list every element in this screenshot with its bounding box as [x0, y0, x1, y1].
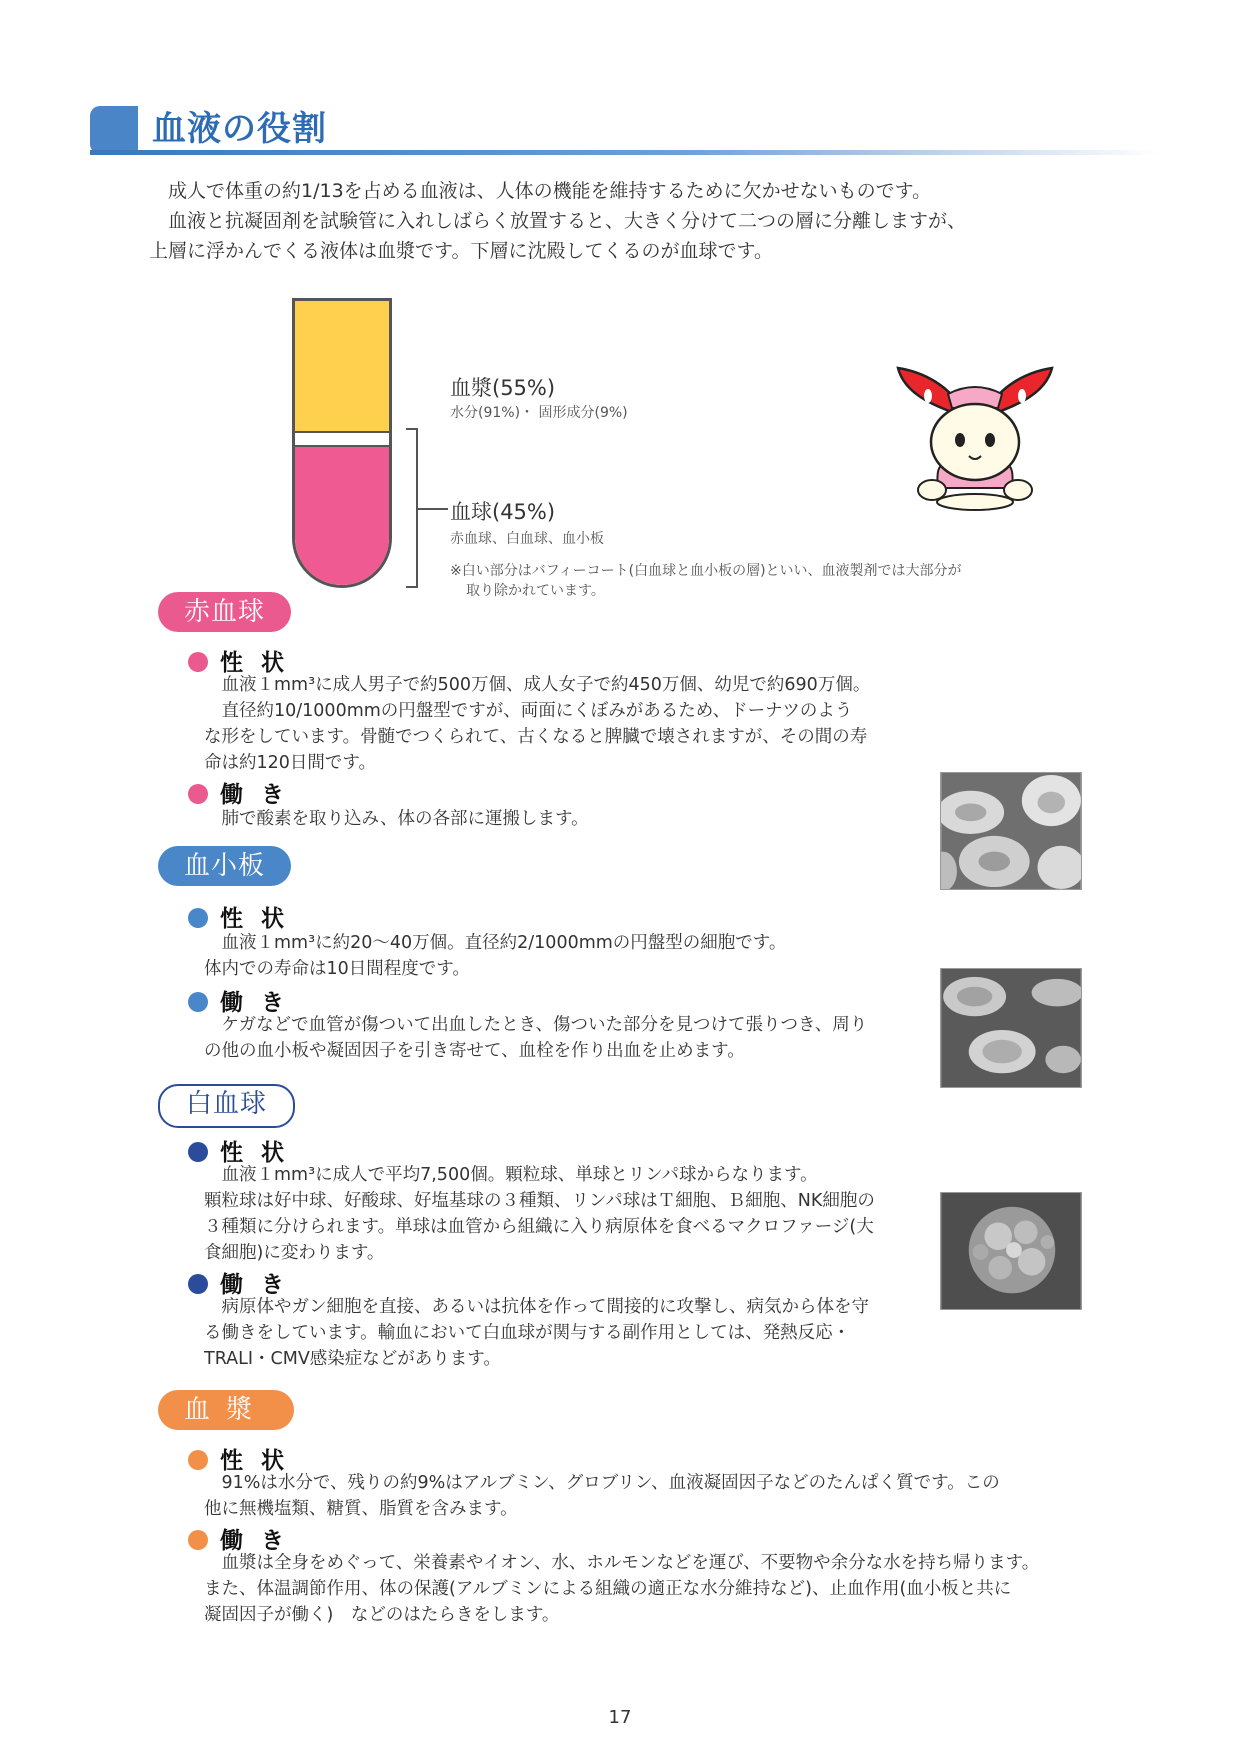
plasma-prop-heading: 性状 [188, 1442, 302, 1475]
section-title-wbc: 白血球 [158, 1084, 295, 1128]
blue-bullet-icon [188, 908, 208, 928]
wbc-func-text: 病原体やガン細胞を直接、あるいは抗体を作って間接的に攻撃し、病気から体を守 る働きをしています。輸血において白血球が関与する副作用としては、発熱反応・ TRALI・CMV感染症などがあります。 [204, 1297, 869, 1369]
header-underline [90, 150, 1160, 155]
intro-line-1: 成人で体重の約1/13を占める血液は、人体の機能を維持するために欠かせないものです。 [168, 180, 932, 202]
plt-prop-text: 血液１mm³に約20～40万個。直径約2/1000mmの円盤型の細胞です。 体内での寿命は10日間程度です。 [204, 933, 787, 979]
plt-prop-heading: 性状 [188, 900, 302, 933]
navy-bullet-icon [188, 1274, 208, 1294]
section-title-rbc: 赤血球 [158, 592, 291, 632]
orange-bullet-icon [188, 1450, 208, 1470]
page-title: 血液の役割 [152, 109, 327, 149]
blood-cell-layer [295, 447, 389, 585]
intro-line-2: 血液と抗凝固剤を試験管に入れしばらく放置すると、大きく分けて二つの層に分離しますが、 [168, 210, 967, 232]
cell-layer-bracket [406, 428, 418, 588]
cell-layer-leader [418, 508, 448, 510]
wbc-prop-text: 血液１mm³に成人で平均7,500個。顆粒球、単球とリンパ球からなります。 顆粒球は好中球、好酸球、好塩基球の３種類、リンパ球はＴ細胞、Ｂ細胞、NK細胞の ３種類に分けられます。単球は血管から組織に入り病原体を食べるマクロファージ(大 食細胞)に変わります。 [204, 1165, 875, 1263]
page-number: 17 [608, 1707, 632, 1728]
cells-detail: 赤血球、白血球、血小板 [450, 531, 604, 547]
wbc-prop-heading: 性状 [188, 1134, 302, 1167]
plt-func-heading: 働き [188, 984, 302, 1017]
platelet-micrograph [940, 968, 1082, 1088]
test-tube-diagram [292, 298, 392, 588]
intro-line-3: 上層に浮かんでくる液体は血漿です。下層に沈殿してくるのが血球です。 [149, 240, 773, 262]
plasma-label: 血漿(55%) [450, 376, 556, 400]
rbc-prop-text: 血液１mm³に成人男子で約500万個、成人女子で約450万個、幼児で約690万個。 直径約10/1000mmの円盤型ですが、両面にくぼみがあるため、ドーナツのよう な形をしています。骨髄でつくられて、古くなると脾臓で壊されますが、その間の寿 命は約120日間です。 [204, 675, 871, 773]
section-title-platelet: 血小板 [158, 846, 291, 886]
section-title-plasma: 血漿 [158, 1390, 294, 1430]
pink-bullet-icon [188, 652, 208, 672]
cells-label: 血球(45%) [450, 500, 556, 524]
blood-drop-mascot-illustration [890, 360, 1060, 530]
pink-bullet-icon [188, 784, 208, 804]
rbc-func-heading: 働き [188, 776, 302, 809]
plt-func-text: ケガなどで血管が傷ついて出血したとき、傷ついた部分を見つけて張りつき、周り の他の血小板や凝固因子を引き寄せて、血栓を作り出血を止めます。 [204, 1015, 868, 1061]
plasma-detail: 水分(91%)・ 固形成分(9%) [450, 405, 628, 421]
plasma-func-heading: 働き [188, 1522, 302, 1555]
buffy-coat-layer [295, 431, 389, 447]
blue-bullet-icon [188, 992, 208, 1012]
orange-bullet-icon [188, 1530, 208, 1550]
header-accent-block [90, 106, 138, 154]
rbc-func-text: 肺で酸素を取り込み、体の各部に運搬します。 [221, 809, 589, 829]
plasma-func-text: 血漿は全身をめぐって、栄養素やイオン、水、ホルモンなどを運び、不要物や余分な水を持ち帰ります。 また、体温調節作用、体の保護(アルブミンによる組織の適正な水分維持など)、止血作用(血小板と共に 凝固因子が働く) などのはたらきをします。 [204, 1553, 1040, 1625]
rbc-prop-heading: 性状 [188, 644, 302, 677]
plasma-prop-text: 91%は水分で、残りの約9%はアルブミン、グロブリン、血液凝固因子などのたんぱく質です。この 他に無機塩類、糖質、脂質を含みます。 [204, 1473, 1000, 1519]
white-blood-cell-micrograph [940, 1192, 1082, 1310]
plasma-layer [295, 301, 389, 431]
buffy-note-2: 取り除かれています。 [466, 583, 605, 599]
red-blood-cell-micrograph [940, 772, 1082, 890]
navy-bullet-icon [188, 1142, 208, 1162]
wbc-func-heading: 働き [188, 1266, 302, 1299]
buffy-note-1: ※白い部分はバフィーコート(白血球と血小板の層)といい、血液製剤では大部分が [450, 563, 962, 579]
